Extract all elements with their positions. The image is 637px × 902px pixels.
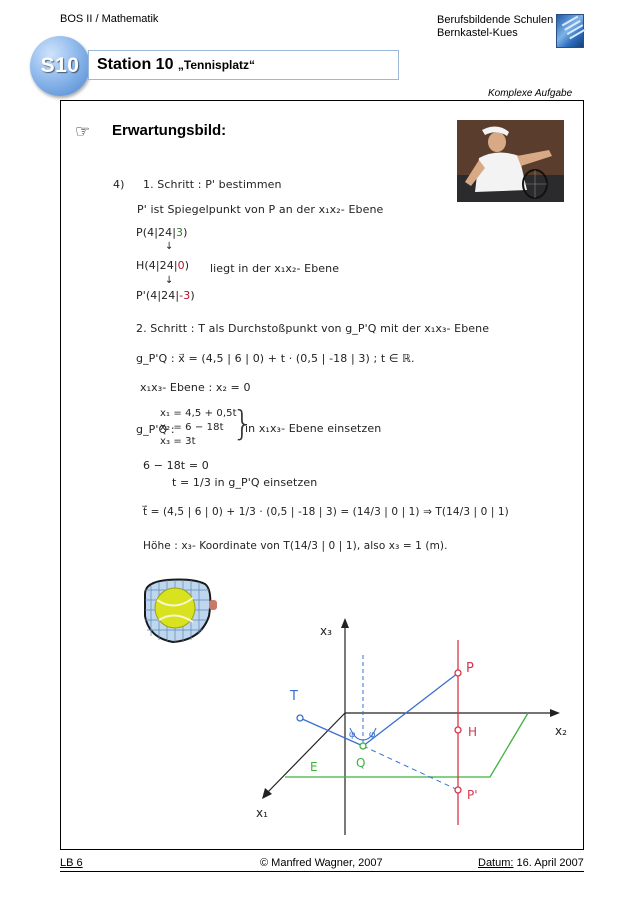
station-badge [30,36,90,96]
point-p [136,226,188,239]
item-number: 4) [113,178,125,191]
system-row-3: x₃ = 3t [160,436,196,447]
point-h-suffix: ) [184,259,190,272]
line-qpp [363,746,458,790]
solve-line-2: t = 1/3 in g_P'Q einsetzen [172,476,318,489]
angle-label-left: φ [349,730,356,740]
footer-left: LB 6 [60,857,83,869]
station-title: Station 10 [97,56,174,73]
school-name [437,14,553,40]
plane-e-outline [285,713,528,777]
point-p-marker [455,670,461,676]
point-p-prime-z: -3 [179,289,191,302]
line-equation: g_P'Q : x⃗ = (4,5 | 6 | 0) + t · (0,5 | -18 | 3) ; t ∈ ℝ. [136,352,415,365]
task-type: Komplexe Aufgabe [488,88,573,99]
arrow-down-icon: ↓ [165,275,174,286]
point-p-suffix: ) [183,226,188,239]
school-logo [556,14,584,48]
point-t-marker [297,715,303,721]
axis-x2-arrow-icon [550,709,560,717]
point-h-prefix: H(4|24| [136,259,178,272]
point-h [136,259,189,272]
point-h-z: 0 [177,259,185,272]
point-p-prime-suffix: ) [190,289,195,302]
label-p: P [466,661,474,676]
coordinate-diagram [230,600,590,840]
footer-date-label: Datum: [478,857,514,869]
course-label: BOS II / Mathematik [60,13,159,25]
line-qp [363,673,458,746]
label-t: T [290,689,298,704]
label-h: H [468,725,478,739]
school-line-1: Berufsbildende Schulen [437,14,554,26]
step-1-title: 1. Schritt : P' bestimmen [143,178,282,191]
height-result: Höhe : x₃- Koordinate von T(14/3 | 0 | 1), also x₃ = 1 (m). [143,540,448,552]
system-row-1: x₁ = 4,5 + 0,5t [160,408,237,419]
point-h-marker [455,727,461,733]
tennis-player-photo [457,120,564,202]
angle-label-right: φ [369,730,376,740]
system-label: g_P'Q : [136,423,175,436]
system-row-2: x₂ = 6 − 18t [160,422,224,433]
section-heading: Erwartungsbild: [112,122,227,139]
point-pp-marker [455,787,461,793]
point-q-marker [360,743,366,749]
point-p-z: 3 [176,226,184,239]
label-p-prime: P' [467,788,478,802]
school-line-2: Bernkastel-Kues [437,27,518,39]
axis-x1-label: x₁ [256,806,268,820]
tennis-ball-image [143,576,219,648]
station-badge-text: S10 [40,54,80,77]
point-h-note: liegt in der x₁x₂- Ebene [210,262,340,275]
axis-x3-label: x₃ [320,624,332,638]
t-vector: t⃗ = (4,5 | 6 | 0) + 1/3 · (0,5 | -18 | 3) = (14/3 | 0 | 1) ⇒ T(14/3 | 0 | 1) [143,506,509,518]
axis-x3-arrow-icon [341,618,349,628]
arrow-down-icon: ↓ [165,241,174,252]
system-note: in x₁x₃- Ebene einsetzen [245,422,382,435]
footer-date [478,857,584,869]
point-p-prefix: P(4|24| [136,226,177,239]
footer-copyright: © Manfred Wagner, 2007 [260,857,383,869]
plane-equation: x₁x₃- Ebene : x₂ = 0 [140,381,251,394]
label-e: E [310,760,318,774]
point-p-prime [136,289,195,302]
step-2-title: 2. Schritt : T als Durchstoßpunkt von g_P'Q mit der x₁x₃- Ebene [136,322,490,335]
footer-divider [60,871,584,872]
system-brace: } [232,404,254,444]
step-1-description: P' ist Spiegelpunkt von P an der x₁x₂- Ebene [137,203,384,216]
label-q: Q [356,756,366,770]
axis-x1-line [265,713,345,795]
axis-x2-label: x₂ [555,724,567,738]
pointing-hand-icon: ☞ [75,122,91,141]
station-title-box [88,50,399,80]
point-p-prime-prefix: P'(4|24| [136,289,180,302]
solve-line-1: 6 − 18t = 0 [143,459,209,472]
station-subtitle: „Tennisplatz“ [177,58,256,72]
footer-date-value: 16. April 2007 [513,857,584,869]
